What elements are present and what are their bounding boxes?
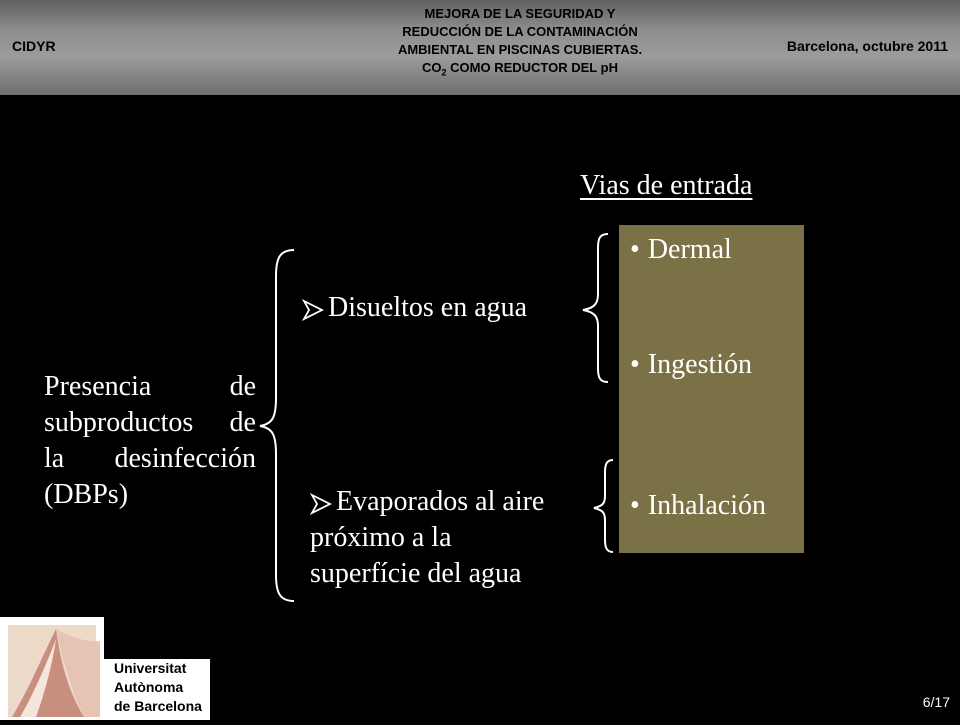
route-label: Dermal [647,234,732,265]
university-name [104,659,210,720]
option-line: superfície del agua [310,558,522,589]
university-line: Universitat [114,660,187,676]
presence-line: Presencia de [44,371,256,402]
option-line [310,484,544,520]
option-line: próximo a la [310,522,452,553]
arrow-bullet-icon [302,299,328,321]
option-label: Disueltos en agua [328,292,528,323]
route-ingestion [630,349,752,381]
page-number: 6/17 [922,694,950,710]
main-brace [258,248,298,603]
co-subscript: 2 [441,67,447,78]
bullet: • [630,234,640,265]
co-rest: COMO REDUCTOR DEL pH [446,60,618,75]
university-line: de Barcelona [114,698,202,714]
co-text: CO [422,60,442,75]
university-logo [0,617,210,720]
route-dermal [630,234,732,266]
arrow-bullet-icon [310,493,336,515]
presence-line: (DBPs) [44,479,129,510]
route-label: Ingestión [647,349,753,380]
bullet: • [630,349,640,380]
presence-text [44,369,256,513]
presence-line: subproductos de [44,407,256,438]
uab-emblem-icon [0,617,104,720]
header-org: CIDYR [12,38,56,54]
option-label: Evaporados al aire [336,486,545,517]
vias-title: Vias de entrada [580,170,753,201]
evaporated-brace [592,458,616,554]
bullet: • [630,490,640,521]
header-title-line: REDUCCIÓN DE LA CONTAMINACIÓN [402,24,638,39]
slide-header [0,0,960,95]
dissolved-brace [580,232,612,384]
presence-line: la desinfección [44,443,256,474]
option-evaporated [310,484,544,592]
route-inhalation [630,490,766,522]
header-location-date: Barcelona, octubre 2011 [786,38,948,54]
university-line: Autònoma [114,679,184,695]
header-title-line [300,59,740,82]
header-title [300,5,740,82]
route-label: Inhalación [647,490,766,521]
header-title-line: AMBIENTAL EN PISCINAS CUBIERTAS. [397,42,643,57]
header-title-line: MEJORA DE LA SEGURIDAD Y [424,6,616,21]
option-dissolved [302,290,527,326]
